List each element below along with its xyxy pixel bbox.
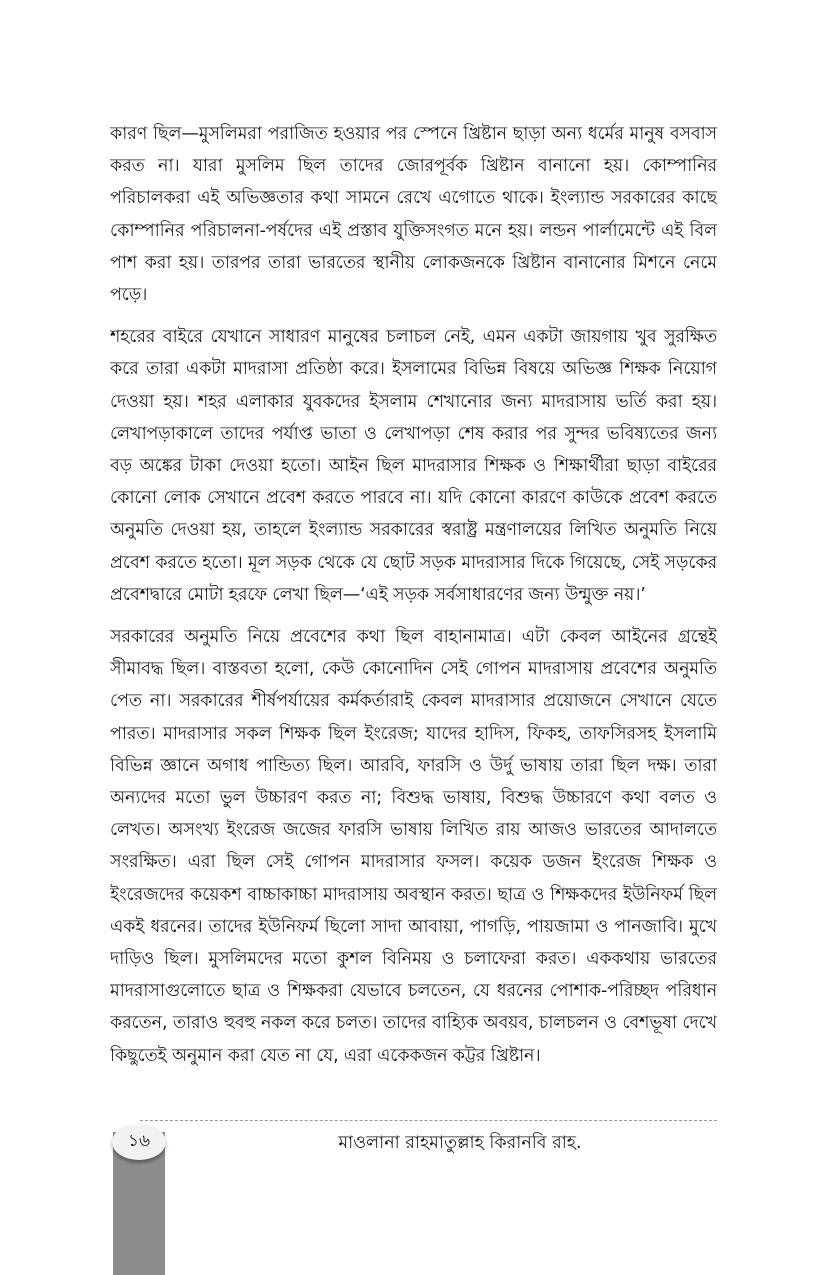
footer-divider (140, 1120, 717, 1121)
body-text (110, 118, 717, 1103)
paragraph-2: শহরের বাইরে যেখানে সাধারণ মানুষের চলাচল নেই, এমন একটা জায়গায় খুব সুরক্ষিত করে তারা একটা মাদরাসা প্রতিষ্ঠা করে। ইসলামের বিভিন্ন বিষয়ে অভিজ্ঞ শিক্ষক নিয়োগ দেওয়া হয়। শহর এলাকার যুবকদের ইসলাম শেখানোর জন্য মাদরাসায় ভর্তি করা হয়। লেখাপড়াকালে তাদের পর্যাপ্ত ভাতা ও লেখাপড়া শেষ করার পর সুন্দর ভবিষ্যতের জন্য বড় অঙ্কের টাকা দেওয়া হতো। আইন ছিল মাদরাসার শিক্ষক ও শিক্ষার্থীরা ছাড়া বাইরের কোনো লোক সেখানে প্রবেশ করতে পারবে না। যদি কোনো কারণে কাউকে প্রবেশ করতে অনুমতি দেওয়া হয়, তাহলে ইংল্যান্ড সরকারের স্বরাষ্ট্র মন্ত্রণালয়ের লিখিত অনুমতি নিয়ে প্রবেশ করতে হতো। মূল সড়ক থেকে যে ছোট সড়ক মাদরাসার দিকে গিয়েছে, সেই সড়কের প্রবেশদ্বারে মোটা হরফে লেখা ছিল—‘এই সড়ক সর্বসাধারণের জন্য উন্মুক্ত নয়।’ (110, 327, 717, 605)
page-number: ১৬ (112, 1124, 166, 1160)
running-title: মাওলানা রাহমাতুল্লাহ কিরানবি রাহ. (338, 1133, 582, 1153)
paragraph-3: সরকারের অনুমতি নিয়ে প্রবেশের কথা ছিল বাহানামাত্র। এটা কেবল আইনের গ্রন্থেই সীমাবদ্ধ ছিল। বাস্তবতা হলো, কেউ কোনোদিন সেই গোপন মাদরাসায় প্রবেশের অনুমতি পেত না। সরকারের শীর্ষপর্যায়ের কর্মকর্তারাই কেবল মাদরাসার প্রয়োজনে সেখানে যেতে পারত। মাদরাসার সকল শিক্ষক ছিল ইংরেজ; যাদের হাদিস, ফিকহ, তাফসিরসহ ইসলামি বিভিন্ন জ্ঞানে অগাধ পান্ডিত্য ছিল। আরবি, ফারসি ও উর্দু ভাষায় তারা ছিল দক্ষ। তারা অন্যদের মতো ভুল উচ্চারণ করত না; বিশুদ্ধ ভাষায়, বিশুদ্ধ উচ্চারণে কথা বলত ও লেখত। অসংখ্য ইংরেজ জজের ফারসি ভাষায় লিখিত রায় আজও ভারতের আদালতে সংরক্ষিত। এরা ছিল সেই গোপন মাদরাসার ফসল। কয়েক ডজন ইংরেজ শিক্ষক ও ইংরেজদের কয়েকশ বাচ্চাকাচ্চা মাদরাসায় অবস্থান করত। ছাত্র ও শিক্ষকদের ইউনিফর্ম ছিল একই ধরনের। তাদের ইউনিফর্ম ছিলো সাদা আবায়া, পাগড়ি, পায়জামা ও পানজাবি। মুখে দাড়িও ছিল। মুসলিমদের মতো কুশল বিনিময় ও চলাফেরা করত। এককথায় ভারতের মাদরাসাগুলোতে ছাত্র ও শিক্ষকরা যেভাবে চলতেন, যে ধরনের পোশাক-পরিচ্ছদ পরিধান করতেন, তারাও হুবহু নকল করে চলত। তাদের বাহ্যিক অবয়ব, চালচলন ও বেশভূষা দেখে কিছুতেই অনুমান করা যেত না যে, এরা একেকজন কট্টর খ্রিষ্টান। (110, 627, 717, 1066)
paragraph-1: কারণ ছিল—মুসলিমরা পরাজিত হওয়ার পর স্পেনে খ্রিষ্টান ছাড়া অন্য ধর্মের মানুষ বসবাস করত না। যারা মুসলিম ছিল তাদের জোরপূর্বক খ্রিষ্টান বানানো হয়। কোম্পানির পরিচালকরা এই অভিজ্ঞতার কথা সামনে রেখে এগোতে থাকে। ইংল্যান্ড সরকারের কাছে কোম্পানির পরিচালনা-পর্ষদের এই প্রস্তাব যুক্তিসংগত মনে হয়। লন্ডন পার্লামেন্টে এই বিল পাশ করা হয়। তারপর তারা ভারতের স্থানীয় লোকজনকে খ্রিষ্টান বানানোর মিশনে নেমে পড়ে। (110, 124, 717, 306)
